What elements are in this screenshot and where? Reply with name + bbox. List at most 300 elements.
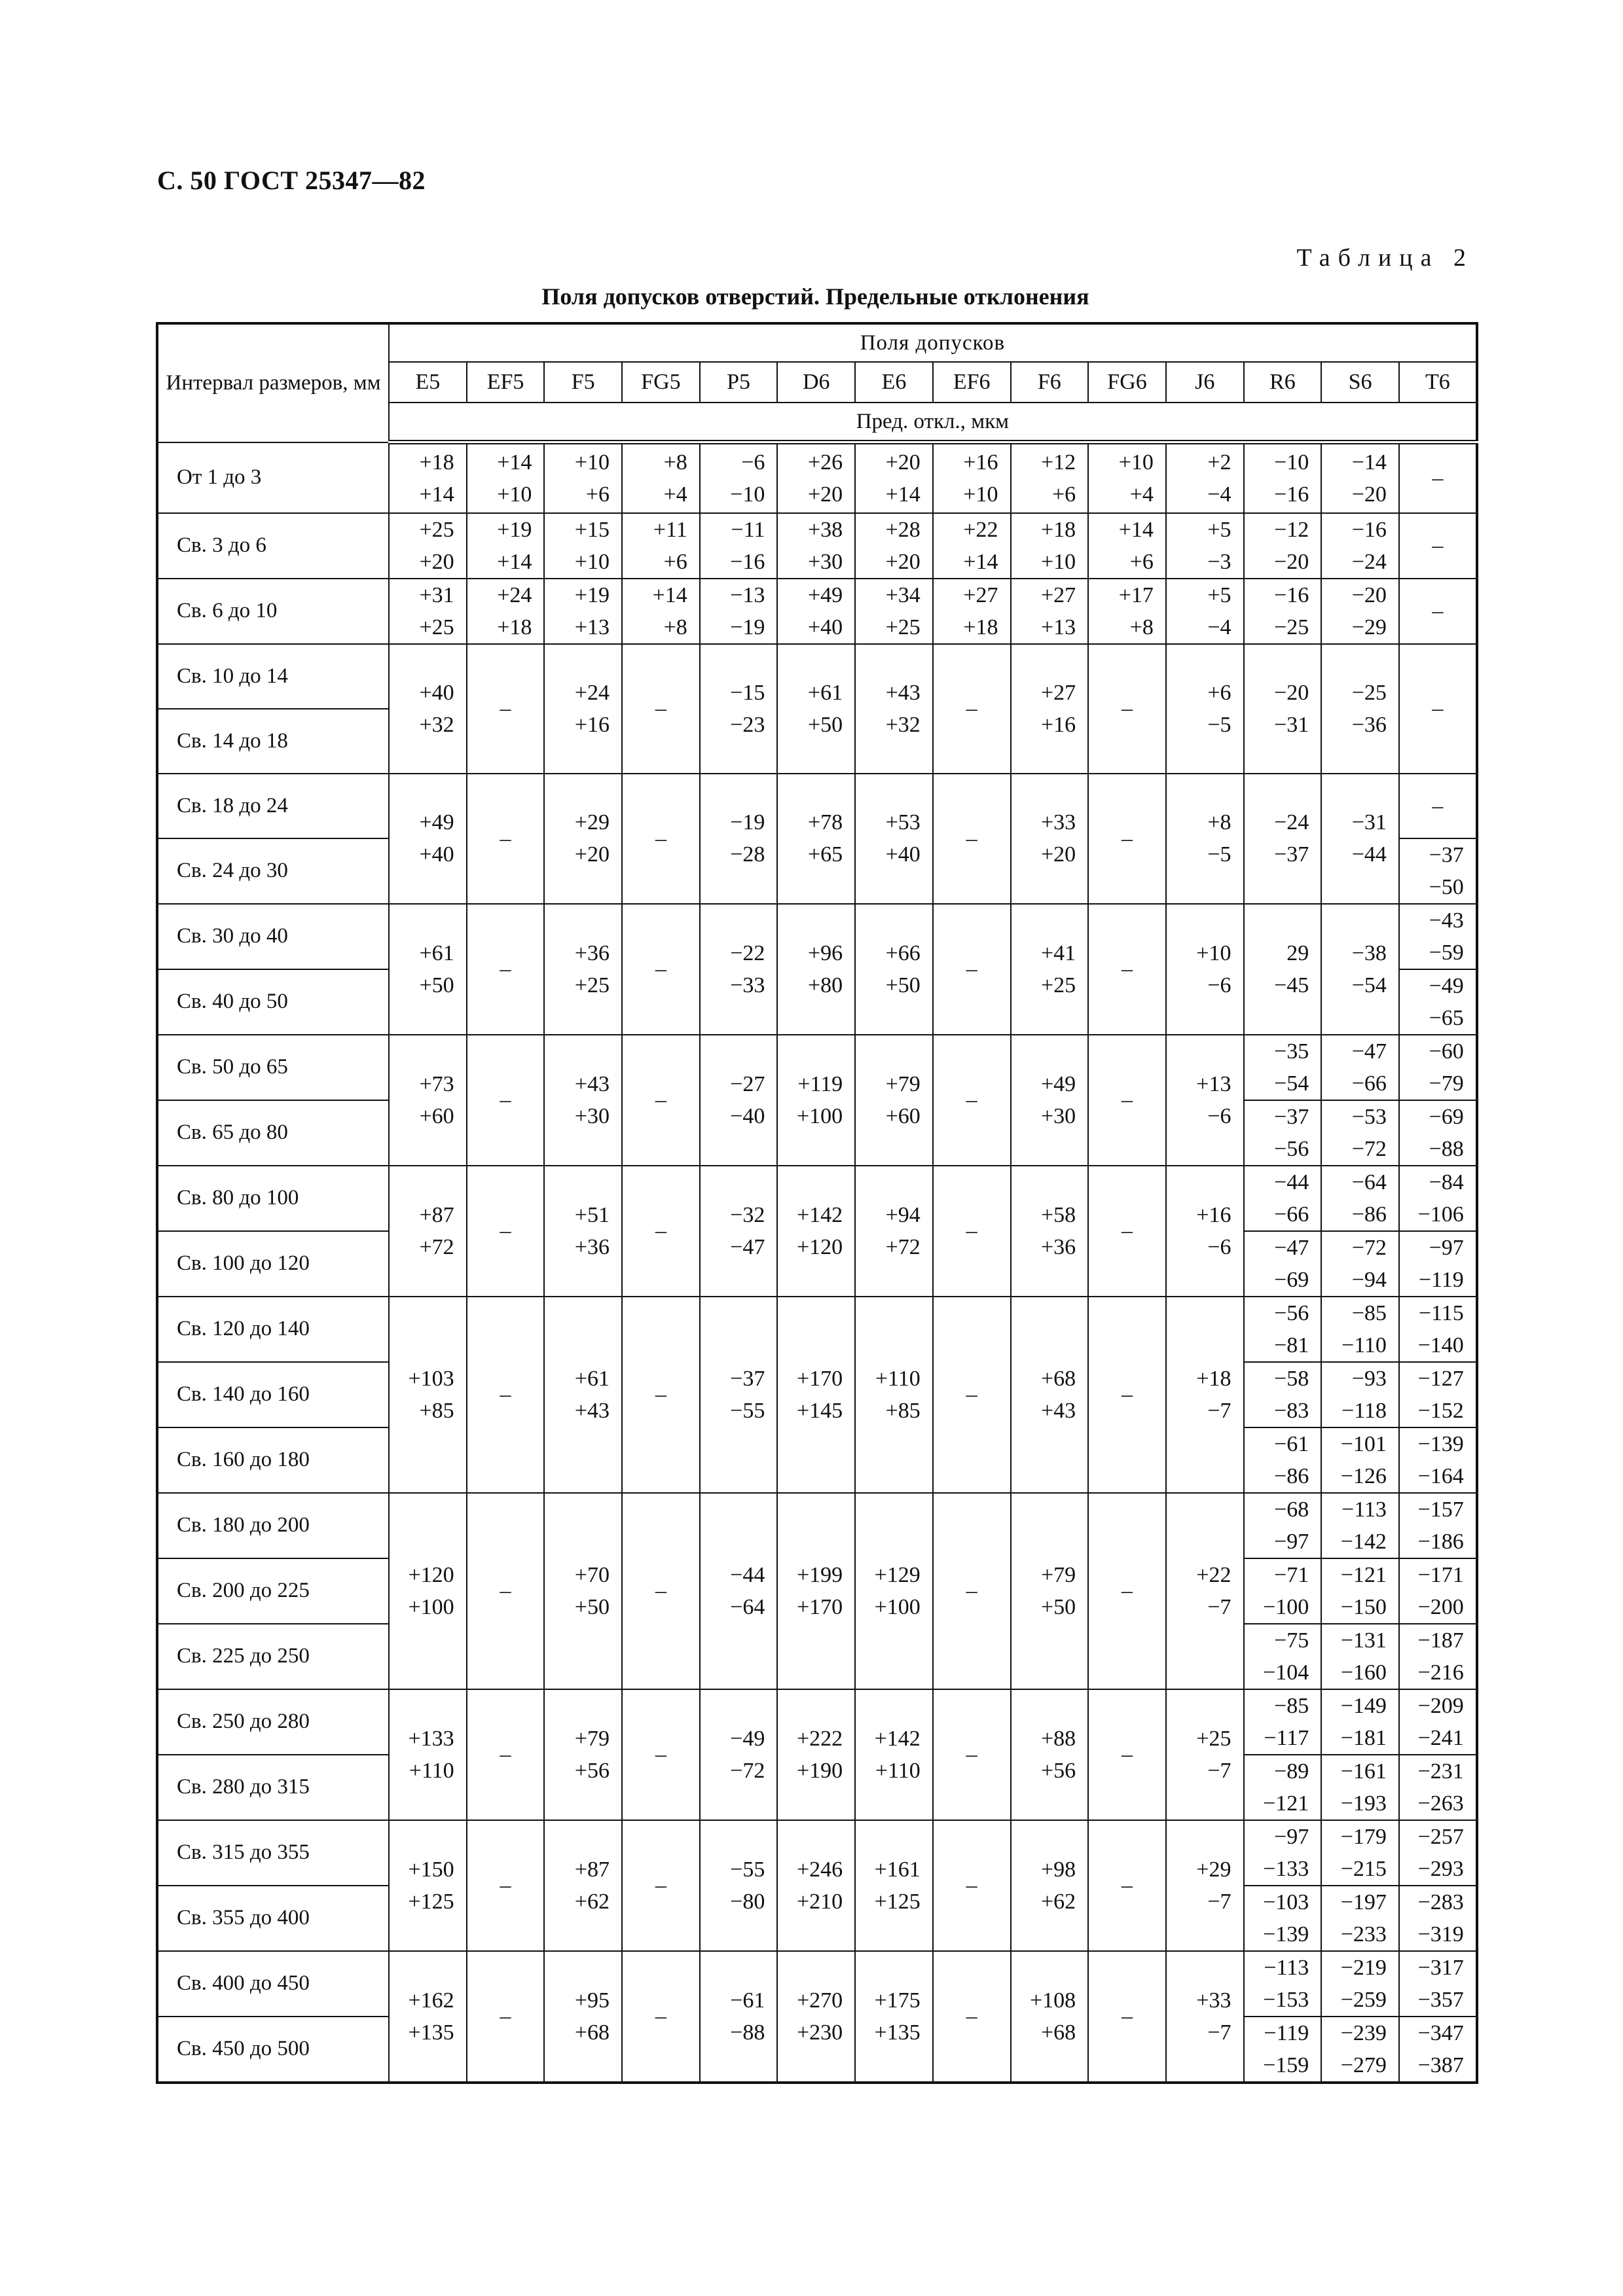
deviation-cell <box>1321 1558 1399 1624</box>
lower-deviation: +145 <box>796 1398 843 1423</box>
lower-deviation: −66 <box>1274 1202 1309 1227</box>
lower-deviation: +65 <box>807 842 843 867</box>
lower-deviation: −79 <box>1429 1071 1464 1096</box>
deviation-cell <box>1011 442 1089 513</box>
lower-deviation: −100 <box>1263 1594 1309 1619</box>
deviation-cell <box>1011 513 1089 579</box>
upper-deviation: +70 <box>574 1562 610 1587</box>
lower-deviation: +56 <box>574 1758 610 1783</box>
value-dash: – <box>933 644 1011 774</box>
value-dash: – <box>933 1166 1011 1297</box>
lower-deviation: −200 <box>1417 1594 1464 1619</box>
upper-deviation: +162 <box>408 1988 454 2013</box>
deviation-cell <box>389 579 467 644</box>
lower-deviation: −86 <box>1274 1463 1309 1488</box>
lower-deviation: +50 <box>419 973 454 997</box>
lower-deviation: −139 <box>1263 1922 1309 1946</box>
upper-deviation: −12 <box>1274 517 1309 542</box>
value-dash: – <box>622 1493 700 1689</box>
value-dash: – <box>622 1166 700 1297</box>
upper-deviation: +96 <box>807 941 843 965</box>
header-zone: P5 <box>700 362 778 403</box>
deviation-cell <box>1399 1493 1477 1558</box>
deviation-cell <box>1321 1100 1399 1166</box>
lower-deviation: +13 <box>574 615 610 639</box>
upper-deviation: +120 <box>408 1562 454 1587</box>
table-row <box>157 1035 1477 1100</box>
upper-deviation: −37 <box>730 1366 765 1391</box>
upper-deviation: −72 <box>1351 1235 1387 1260</box>
upper-deviation: +14 <box>497 450 532 475</box>
deviation-cell <box>467 442 545 513</box>
deviation-cell <box>544 1166 622 1297</box>
lower-deviation: +14 <box>419 482 454 507</box>
deviation-cell <box>933 442 1011 513</box>
value-dash: – <box>1088 1297 1166 1493</box>
lower-deviation: −36 <box>1351 712 1387 737</box>
deviation-cell <box>1321 1362 1399 1427</box>
upper-deviation: −49 <box>1429 973 1464 998</box>
deviation-cell <box>622 579 700 644</box>
deviation-cell <box>1321 2017 1399 2083</box>
table-row <box>157 1951 1477 2017</box>
value-dash: – <box>467 1689 545 1820</box>
deviation-cell <box>1321 1689 1399 1755</box>
upper-deviation: −58 <box>1274 1366 1309 1391</box>
value-dash: – <box>467 1493 545 1689</box>
upper-deviation: +8 <box>1207 810 1231 834</box>
deviation-cell <box>1321 1035 1399 1100</box>
upper-deviation: +6 <box>1207 680 1231 705</box>
table-row <box>157 1820 1477 1886</box>
deviation-cell <box>467 513 545 579</box>
upper-deviation: +16 <box>963 450 998 475</box>
upper-deviation: −231 <box>1417 1759 1464 1784</box>
upper-deviation: −257 <box>1417 1824 1464 1849</box>
deviation-cell <box>1166 513 1244 579</box>
lower-deviation: +10 <box>963 482 998 507</box>
lower-deviation: −55 <box>730 1398 765 1423</box>
deviation-cell <box>700 1493 778 1689</box>
deviation-cell <box>777 644 855 774</box>
size-interval: Св. 24 до 30 <box>157 838 389 904</box>
deviation-cell <box>544 1951 622 2083</box>
deviation-cell <box>1166 1035 1244 1166</box>
value-dash: – <box>933 1689 1011 1820</box>
lower-deviation: −54 <box>1274 1071 1309 1096</box>
deviation-cell <box>1321 1820 1399 1886</box>
lower-deviation: +25 <box>885 615 921 639</box>
deviation-cell <box>1011 1820 1089 1951</box>
upper-deviation: −55 <box>730 1857 765 1882</box>
deviation-cell <box>622 442 700 513</box>
deviation-cell <box>1399 1362 1477 1427</box>
upper-deviation: +199 <box>796 1562 843 1587</box>
lower-deviation: −83 <box>1274 1398 1309 1423</box>
table-row <box>157 1297 1477 1362</box>
deviation-cell <box>855 1297 933 1493</box>
deviation-cell <box>1166 579 1244 644</box>
deviation-cell <box>777 513 855 579</box>
size-interval: Св. 280 до 315 <box>157 1755 389 1820</box>
deviation-cell <box>777 1297 855 1493</box>
upper-deviation: −347 <box>1417 2020 1464 2045</box>
deviation-cell <box>544 579 622 644</box>
upper-deviation: −127 <box>1417 1366 1464 1391</box>
upper-deviation: +33 <box>1196 1988 1231 2013</box>
lower-deviation: −5 <box>1207 842 1231 867</box>
upper-deviation: −20 <box>1351 583 1387 607</box>
upper-deviation: −119 <box>1264 2020 1309 2045</box>
deviation-cell <box>1011 1493 1089 1689</box>
lower-deviation: −6 <box>1207 973 1231 997</box>
lower-deviation: +30 <box>1041 1103 1076 1128</box>
lower-deviation: +43 <box>1041 1398 1076 1423</box>
deviation-cell <box>1321 579 1399 644</box>
upper-deviation: +29 <box>1196 1857 1231 1882</box>
upper-deviation: +222 <box>796 1726 843 1751</box>
deviation-cell <box>1399 1166 1477 1231</box>
deviation-cell <box>1321 1755 1399 1820</box>
deviation-cell <box>1011 644 1089 774</box>
upper-deviation: +14 <box>652 583 687 607</box>
deviation-cell <box>1166 1820 1244 1951</box>
upper-deviation: +95 <box>574 1988 610 2013</box>
lower-deviation: +25 <box>419 615 454 639</box>
lower-deviation: +6 <box>585 482 610 507</box>
upper-deviation: +87 <box>574 1857 610 1882</box>
upper-deviation: −43 <box>1429 908 1464 933</box>
size-interval: Св. 14 до 18 <box>157 709 389 774</box>
header-zone: T6 <box>1399 362 1477 403</box>
lower-deviation: +43 <box>574 1398 610 1423</box>
lower-deviation: −50 <box>1429 874 1464 899</box>
upper-deviation: +161 <box>874 1857 921 1882</box>
deviation-cell <box>389 1689 467 1820</box>
lower-deviation: −7 <box>1207 1889 1231 1914</box>
lower-deviation: −159 <box>1263 2053 1309 2077</box>
deviation-cell <box>1399 1231 1477 1297</box>
size-interval: Св. 180 до 200 <box>157 1493 389 1558</box>
upper-deviation: +27 <box>963 583 998 607</box>
upper-deviation: +26 <box>807 450 843 475</box>
value-dash: – <box>622 1820 700 1951</box>
deviation-cell <box>1244 1100 1322 1166</box>
value-dash: – <box>622 1297 700 1493</box>
lower-deviation: −216 <box>1417 1660 1464 1685</box>
lower-deviation: −164 <box>1417 1463 1464 1488</box>
lower-deviation: −25 <box>1274 615 1309 639</box>
upper-deviation: −113 <box>1341 1497 1387 1522</box>
upper-deviation: −187 <box>1417 1628 1464 1653</box>
upper-deviation: +12 <box>1041 450 1076 475</box>
value-dash: – <box>1399 442 1477 513</box>
value-dash: – <box>933 1035 1011 1166</box>
deviation-cell <box>855 904 933 1035</box>
deviation-cell <box>700 579 778 644</box>
upper-deviation: −103 <box>1263 1890 1309 1914</box>
deviation-cell <box>855 1166 933 1297</box>
upper-deviation: −84 <box>1429 1170 1464 1194</box>
upper-deviation: +10 <box>1196 941 1231 965</box>
table-row <box>157 904 1477 969</box>
size-interval: Св. 30 до 40 <box>157 904 389 969</box>
deviation-cell <box>1166 1297 1244 1493</box>
upper-deviation: −157 <box>1417 1497 1464 1522</box>
deviation-cell <box>1321 1166 1399 1231</box>
lower-deviation: +50 <box>885 973 921 997</box>
lower-deviation: +85 <box>885 1398 921 1423</box>
value-dash: – <box>1088 774 1166 904</box>
lower-deviation: −88 <box>730 2020 765 2045</box>
deviation-cell <box>1166 774 1244 904</box>
deviation-cell <box>855 1689 933 1820</box>
upper-deviation: +61 <box>419 941 454 965</box>
deviation-cell <box>777 442 855 513</box>
upper-deviation: +31 <box>419 583 454 607</box>
deviation-cell <box>855 644 933 774</box>
upper-deviation: −85 <box>1351 1300 1387 1325</box>
deviation-cell <box>700 1297 778 1493</box>
lower-deviation: −3 <box>1207 549 1231 574</box>
deviation-cell <box>1166 442 1244 513</box>
value-dash: – <box>1088 1951 1166 2083</box>
deviation-cell <box>544 1493 622 1689</box>
value-dash: – <box>1088 1820 1166 1951</box>
deviation-cell <box>1011 1689 1089 1820</box>
upper-deviation: +61 <box>574 1366 610 1391</box>
value-dash: – <box>467 1166 545 1297</box>
upper-deviation: −219 <box>1340 1955 1387 1980</box>
deviation-cell <box>855 579 933 644</box>
upper-deviation: +27 <box>1041 680 1076 705</box>
lower-deviation: −66 <box>1351 1071 1387 1096</box>
upper-deviation: −11 <box>731 517 765 542</box>
deviation-cell <box>1244 1558 1322 1624</box>
lower-deviation: +20 <box>1041 842 1076 867</box>
upper-deviation: +18 <box>1196 1366 1231 1391</box>
upper-deviation: −239 <box>1340 2020 1387 2045</box>
upper-deviation: −25 <box>1351 680 1387 705</box>
size-interval: Св. 3 до 6 <box>157 513 389 579</box>
deviation-cell <box>544 1689 622 1820</box>
deviation-cell <box>389 513 467 579</box>
upper-deviation: +18 <box>1041 517 1076 542</box>
value-dash: – <box>622 1035 700 1166</box>
deviation-cell <box>777 1035 855 1166</box>
lower-deviation: −45 <box>1274 973 1309 997</box>
upper-deviation: +11 <box>653 517 687 542</box>
value-dash: – <box>933 1297 1011 1493</box>
upper-deviation: 29 <box>1286 941 1309 965</box>
lower-deviation: +62 <box>1041 1889 1076 1914</box>
lower-deviation: −150 <box>1340 1594 1387 1619</box>
deviation-cell <box>1244 1493 1322 1558</box>
deviation-cell <box>389 774 467 904</box>
deviation-cell <box>544 442 622 513</box>
upper-deviation: +25 <box>419 517 454 542</box>
upper-deviation: +24 <box>497 583 532 607</box>
upper-deviation: +43 <box>574 1071 610 1096</box>
deviation-cell <box>1088 513 1166 579</box>
upper-deviation: +29 <box>574 810 610 834</box>
table-row <box>157 513 1477 579</box>
deviation-cell <box>1011 1166 1089 1297</box>
lower-deviation: +18 <box>497 615 532 639</box>
upper-deviation: −38 <box>1351 941 1387 965</box>
lower-deviation: +80 <box>807 973 843 997</box>
upper-deviation: +2 <box>1207 450 1231 475</box>
upper-deviation: +51 <box>574 1202 610 1227</box>
upper-deviation: −24 <box>1274 810 1309 834</box>
upper-deviation: +98 <box>1041 1857 1076 1882</box>
lower-deviation: −6 <box>1207 1234 1231 1259</box>
upper-deviation: +41 <box>1041 941 1076 965</box>
upper-deviation: −56 <box>1274 1300 1309 1325</box>
lower-deviation: −44 <box>1351 842 1387 867</box>
lower-deviation: +40 <box>885 842 921 867</box>
deviation-cell <box>1399 1624 1477 1689</box>
lower-deviation: −6 <box>1207 1103 1231 1128</box>
lower-deviation: +30 <box>807 549 843 574</box>
deviation-cell <box>1399 1755 1477 1820</box>
deviation-cell <box>1321 1624 1399 1689</box>
value-dash: – <box>933 774 1011 904</box>
upper-deviation: −47 <box>1274 1235 1309 1260</box>
lower-deviation: −259 <box>1340 1987 1387 2012</box>
lower-deviation: −72 <box>730 1758 765 1783</box>
lower-deviation: +30 <box>574 1103 610 1128</box>
deviation-cell <box>1166 1951 1244 2083</box>
deviation-cell <box>1088 442 1166 513</box>
upper-deviation: −68 <box>1274 1497 1309 1522</box>
upper-deviation: +5 <box>1207 583 1231 607</box>
upper-deviation: −49 <box>730 1726 765 1751</box>
lower-deviation: −263 <box>1417 1791 1464 1816</box>
deviation-cell <box>1321 513 1399 579</box>
upper-deviation: −64 <box>1351 1170 1387 1194</box>
table-row <box>157 579 1477 644</box>
upper-deviation: +36 <box>574 941 610 965</box>
value-dash: – <box>1088 644 1166 774</box>
lower-deviation: −118 <box>1341 1398 1387 1423</box>
deviation-cell <box>1166 644 1244 774</box>
upper-deviation: −89 <box>1274 1759 1309 1784</box>
value-dash: – <box>1088 1493 1166 1689</box>
upper-deviation: +8 <box>663 450 687 475</box>
deviation-cell <box>1244 442 1322 513</box>
deviation-cell <box>1399 969 1477 1035</box>
upper-deviation: −35 <box>1274 1039 1309 1064</box>
upper-deviation: +22 <box>1196 1562 1231 1587</box>
upper-deviation: −44 <box>1274 1170 1309 1194</box>
size-interval: Св. 315 до 355 <box>157 1820 389 1886</box>
upper-deviation: −197 <box>1340 1890 1387 1914</box>
header-zone: FG6 <box>1088 362 1166 403</box>
lower-deviation: +110 <box>875 1758 921 1783</box>
upper-deviation: +142 <box>796 1202 843 1227</box>
lower-deviation: +25 <box>1041 973 1076 997</box>
lower-deviation: +100 <box>874 1594 921 1619</box>
table-label: Таблица 2 <box>1296 244 1474 272</box>
lower-deviation: −72 <box>1351 1136 1387 1161</box>
deviation-cell <box>389 1951 467 2083</box>
lower-deviation: −33 <box>730 973 765 997</box>
lower-deviation: +25 <box>574 973 610 997</box>
lower-deviation: −119 <box>1418 1267 1464 1292</box>
lower-deviation: +4 <box>663 482 687 507</box>
lower-deviation: +10 <box>497 482 532 507</box>
deviation-cell <box>933 513 1011 579</box>
value-dash: – <box>467 1297 545 1493</box>
deviation-cell <box>544 1297 622 1493</box>
upper-deviation: −44 <box>730 1562 765 1587</box>
upper-deviation: +10 <box>1118 450 1154 475</box>
lower-deviation: +135 <box>408 2020 454 2045</box>
tolerance-table <box>156 322 1478 2084</box>
deviation-cell <box>544 774 622 904</box>
upper-deviation: −16 <box>1351 517 1387 542</box>
size-interval: Св. 250 до 280 <box>157 1689 389 1755</box>
lower-deviation: +190 <box>796 1758 843 1783</box>
deviation-cell <box>700 1689 778 1820</box>
upper-deviation: +17 <box>1118 583 1154 607</box>
lower-deviation: +72 <box>419 1234 454 1259</box>
deviation-cell <box>389 1297 467 1493</box>
lower-deviation: +14 <box>963 549 998 574</box>
value-dash: – <box>467 1035 545 1166</box>
deviation-cell <box>855 1951 933 2083</box>
deviation-cell <box>1321 1493 1399 1558</box>
upper-deviation: −149 <box>1340 1693 1387 1718</box>
upper-deviation: −71 <box>1274 1562 1309 1587</box>
lower-deviation: +60 <box>885 1103 921 1128</box>
size-interval: От 1 до 3 <box>157 442 389 513</box>
lower-deviation: +110 <box>409 1758 454 1783</box>
deviation-cell <box>700 904 778 1035</box>
lower-deviation: −153 <box>1263 1987 1309 2012</box>
lower-deviation: −47 <box>730 1234 765 1259</box>
deviation-cell <box>1244 1820 1322 1886</box>
lower-deviation: +6 <box>663 549 687 574</box>
lower-deviation: −28 <box>730 842 765 867</box>
lower-deviation: +20 <box>885 549 921 574</box>
upper-deviation: −101 <box>1340 1431 1387 1456</box>
deviation-cell <box>700 1035 778 1166</box>
upper-deviation: +58 <box>1041 1202 1076 1227</box>
deviation-cell <box>777 1493 855 1689</box>
upper-deviation: +133 <box>408 1726 454 1751</box>
deviation-cell <box>1011 1035 1089 1166</box>
lower-deviation: −160 <box>1340 1660 1387 1685</box>
header-zone: F6 <box>1011 362 1089 403</box>
lower-deviation: −54 <box>1351 973 1387 997</box>
lower-deviation: +170 <box>796 1594 843 1619</box>
header-zone: EF6 <box>933 362 1011 403</box>
lower-deviation: −126 <box>1340 1463 1387 1488</box>
table-row <box>157 774 1477 838</box>
lower-deviation: +14 <box>497 549 532 574</box>
lower-deviation: −24 <box>1351 549 1387 574</box>
value-dash: – <box>622 904 700 1035</box>
deviation-cell <box>1321 1427 1399 1493</box>
upper-deviation: −27 <box>730 1071 765 1096</box>
size-interval: Св. 10 до 14 <box>157 644 389 709</box>
deviation-cell <box>1244 1951 1322 2017</box>
deviation-cell <box>544 1820 622 1951</box>
deviation-cell <box>855 1820 933 1951</box>
upper-deviation: +88 <box>1041 1726 1076 1751</box>
